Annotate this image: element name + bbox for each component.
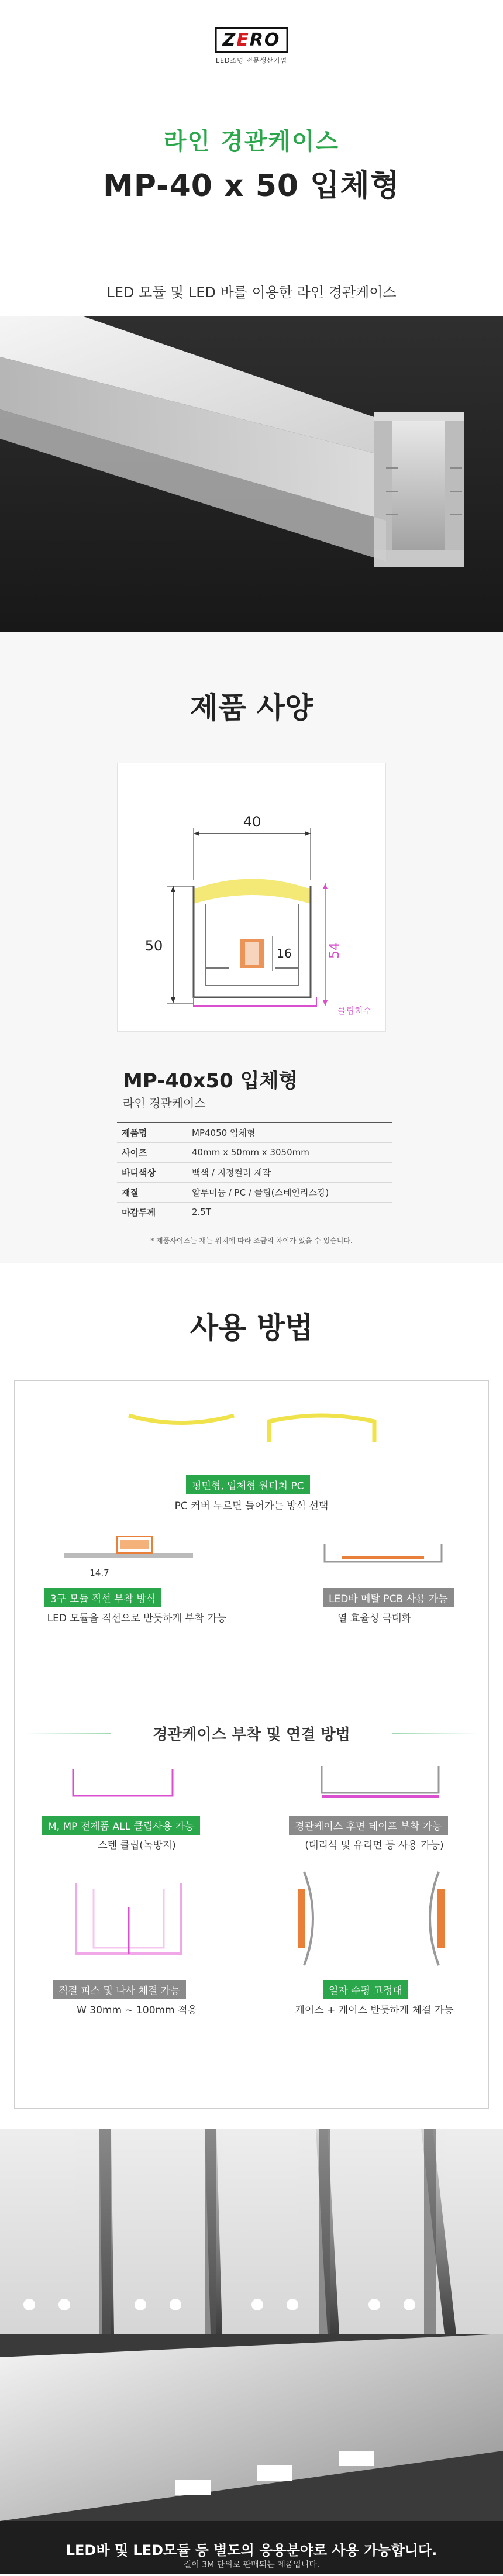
footer-main-text: LED바 및 LED모듈 등 별도의 응용분야로 사용 가능합니다.	[66, 2542, 437, 2558]
spec-key: 바디색상	[117, 1162, 187, 1182]
usage-badge-pc-cover: 평면형, 입체형 원터치 PC	[186, 1475, 310, 1494]
spec-value: 알루미늄 / PC / 클립(스테인리스강)	[187, 1182, 392, 1202]
method-desc-screw: W 30mm ~ 100mm 적용	[77, 2005, 197, 2016]
product-photo-closeup	[0, 2334, 503, 2574]
hero-product-image	[0, 316, 503, 632]
method-desc-bracket: 케이스 + 케이스 반듯하게 체결 가능	[295, 2005, 454, 2016]
method-badge-clip: M, MP 전제품 ALL 클립사용 가능	[42, 1816, 200, 1835]
screw-illustration	[64, 1872, 193, 1965]
module-dimension-label: 14.7	[89, 1568, 109, 1578]
clip-dimension-label: 클립치수	[337, 1005, 371, 1016]
brand-logo	[215, 27, 288, 65]
spec-value: MP4050 입체형	[187, 1122, 392, 1142]
led-bar-illustration	[319, 1532, 447, 1573]
product-subtitle: LED 모듈 및 LED 바를 이용한 라인 경관케이스	[106, 284, 397, 301]
module-mount-illustration	[58, 1530, 199, 1571]
spec-key: 사이즈	[117, 1142, 187, 1162]
spec-product-name: MP-40x50 입체형	[123, 1069, 298, 1093]
lit-cases-photo	[0, 2129, 503, 2334]
spec-value: 백색 / 지정컬러 제작	[187, 1162, 392, 1182]
method-badge-bracket: 일자 수평 고정대	[323, 1980, 408, 1999]
spec-section	[0, 632, 503, 1263]
footer-sub-text: 길이 3M 단위로 판매되는 제품입니다.	[183, 2560, 320, 2570]
profile-illustration	[0, 316, 503, 632]
usage-desc-pc-cover: PC 커버 누르면 들어가는 방식 선택	[174, 1500, 329, 1512]
pc-cover-illustration	[117, 1404, 386, 1456]
height-dimension-label: 50	[144, 938, 163, 954]
table-row	[117, 1142, 392, 1162]
mounting-methods-heading: 경관케이스 부착 및 연결 방법	[153, 1726, 350, 1744]
table-row	[117, 1202, 392, 1222]
method-badge-tape: 경관케이스 후면 테이프 부착 가능	[289, 1816, 448, 1835]
table-row	[117, 1122, 392, 1142]
spec-table	[117, 1122, 392, 1222]
usage-badge-module: 3구 모듈 직선 부착 방식	[44, 1588, 161, 1607]
method-desc-tape: (대리석 및 유리면 등 사용 가능)	[305, 1840, 444, 1851]
usage-desc-module: LED 모듈을 직선으로 반듯하게 부착 가능	[47, 1613, 227, 1624]
method-badge-screw: 직결 피스 및 나사 체결 가능	[53, 1980, 186, 1999]
spec-product-subtitle: 라인 경관케이스	[123, 1096, 206, 1110]
width-dimension-label: 40	[243, 814, 261, 830]
usage-desc-led-bar: 열 효율성 극대화	[337, 1613, 411, 1624]
spec-key: 재질	[117, 1182, 187, 1202]
inner-dimension-label: 54	[328, 942, 342, 959]
logo-tagline: LED조명 전문생산기업	[215, 57, 288, 64]
page-header	[0, 0, 503, 246]
spec-note: * 제품사이즈는 재는 위치에 따라 조금의 차이가 있을 수 있습니다.	[150, 1237, 353, 1245]
spec-key: 마감두께	[117, 1202, 187, 1222]
slot-dimension-label: 16	[277, 946, 292, 960]
logo-mark: ZERO	[215, 27, 288, 53]
spec-section-title: 제품 사양	[190, 691, 313, 725]
lit-case-closeup-photo	[0, 2334, 503, 2574]
sub-heading-divider-right	[392, 1733, 480, 1734]
clip-illustration	[64, 1761, 181, 1807]
table-row	[117, 1182, 392, 1202]
product-photo-multiple	[0, 2129, 503, 2334]
table-row	[117, 1162, 392, 1182]
method-desc-clip: 스텐 클립(녹방지)	[98, 1840, 176, 1851]
spec-value: 2.5T	[187, 1202, 392, 1222]
spec-value: 40mm x 50mm x 3050mm	[187, 1142, 392, 1162]
usage-section-title: 사용 방법	[190, 1311, 313, 1345]
bracket-illustration	[292, 1866, 450, 1971]
usage-badge-led-bar: LED바 메탈 PCB 사용 가능	[323, 1588, 454, 1607]
spec-key: 제품명	[117, 1122, 187, 1142]
spec-drawing	[117, 763, 386, 1032]
product-title: MP-40 x 50 입체형	[103, 168, 400, 204]
category-title: 라인 경관케이스	[163, 128, 340, 155]
tape-illustration	[316, 1761, 445, 1807]
profile-dimension-drawing	[118, 763, 387, 1032]
